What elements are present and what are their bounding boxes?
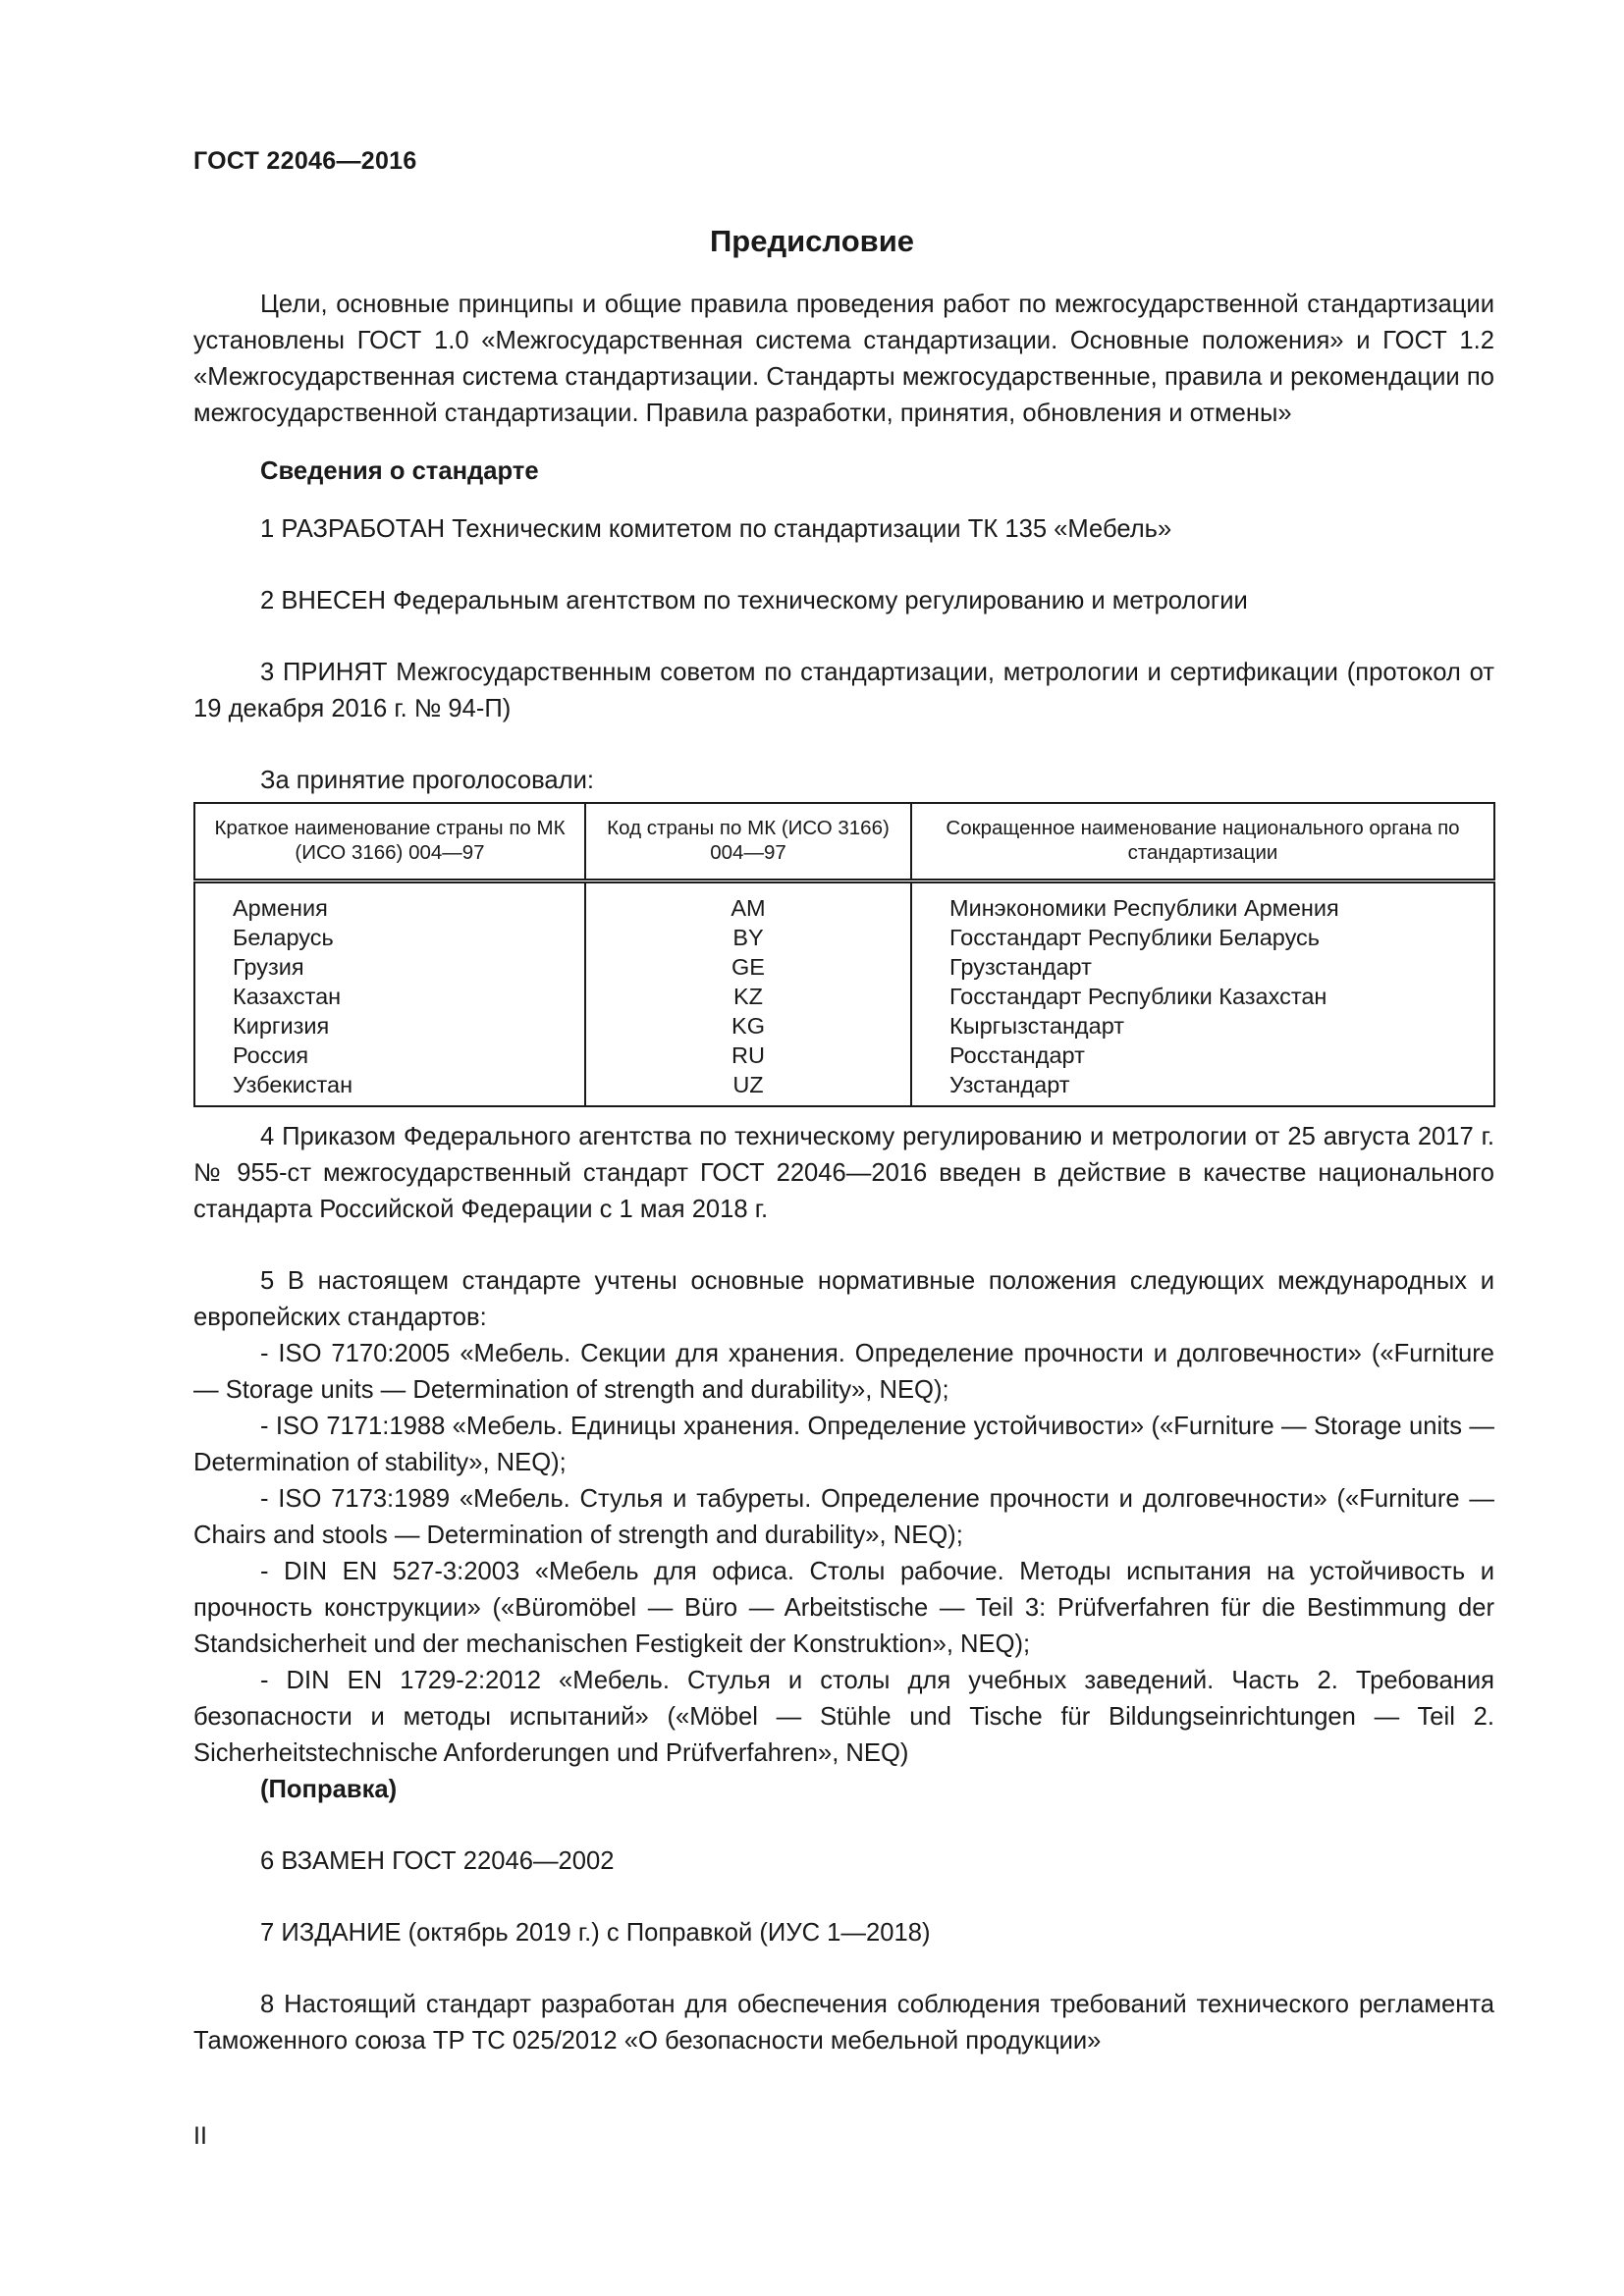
country-cell: Узбекистан — [194, 1070, 585, 1106]
standard-ref-1: - ISO 7170:2005 «Мебель. Секции для хранения. Определение прочности и долговечности» («Furniture — Storage units — Determination of strength and durability», NEQ); — [193, 1340, 1494, 1404]
body-cell: Госстандарт Республики Казахстан — [911, 982, 1494, 1011]
country-cell: Беларусь — [194, 923, 585, 952]
page-number: II — [193, 2122, 207, 2150]
body-cell: Узстандарт — [911, 1070, 1494, 1106]
item-8: 8 Настоящий стандарт разработан для обеспечения соблюдения требований технического регламента Таможенного союза ТР ТС 025/2012 «О безопасности мебельной продукции» — [193, 1991, 1494, 2055]
code-cell: GE — [585, 952, 911, 982]
table-row — [194, 952, 1494, 982]
code-cell: BY — [585, 923, 911, 952]
amendment-note: (Поправка) — [260, 1776, 398, 1803]
table-row — [194, 923, 1494, 952]
table-header-country: Краткое наименование страны по МК (ИСО 3166) 004—97 — [194, 803, 585, 881]
table-header-row — [194, 803, 1494, 881]
table-row — [194, 1041, 1494, 1070]
country-cell: Армения — [194, 881, 585, 924]
info-heading: Сведения о стандарте — [260, 457, 539, 485]
body-cell: Росстандарт — [911, 1041, 1494, 1070]
table-row — [194, 1070, 1494, 1106]
code-cell: KZ — [585, 982, 911, 1011]
body-cell: Минэкономики Республики Армения — [911, 881, 1494, 924]
item-6: 6 ВЗАМЕН ГОСТ 22046—2002 — [260, 1847, 615, 1875]
voting-table — [193, 802, 1495, 1107]
code-cell: UZ — [585, 1070, 911, 1106]
body-cell: Кыргызстандарт — [911, 1011, 1494, 1041]
item-7: 7 ИЗДАНИЕ (октябрь 2019 г.) с Поправкой (ИУС 1—2018) — [260, 1919, 931, 1947]
item-5: 5 В настоящем стандарте учтены основные нормативные положения следующих международных и европейских стандартов: — [193, 1267, 1494, 1331]
item-4: 4 Приказом Федерального агентства по техническому регулированию и метрологии от 25 августа 2017 г. № 955-ст межгосударственный стандарт ГОСТ 22046—2016 введен в действие в качестве национального стандарта Российской Федерации с 1 мая 2018 г. — [193, 1123, 1494, 1223]
table-header-body: Сокращенное наименование национального органа по стандартизации — [911, 803, 1494, 881]
country-cell: Грузия — [194, 952, 585, 982]
standard-ref-3: - ISO 7173:1989 «Мебель. Стулья и табуреты. Определение прочности и долговечности» («Furniture — Chairs and stools — Determination of strength and durability», NEQ); — [193, 1485, 1494, 1549]
item-2: 2 ВНЕСЕН Федеральным агентством по техническому регулированию и метрологии — [260, 587, 1248, 614]
table-row — [194, 881, 1494, 924]
preface-body — [193, 287, 1494, 799]
code-cell: AM — [585, 881, 911, 924]
table-header-code: Код страны по МК (ИСО 3166) 004—97 — [585, 803, 911, 881]
document-header: ГОСТ 22046—2016 — [193, 147, 417, 175]
standard-ref-5: - DIN EN 1729-2:2012 «Мебель. Стулья и столы для учебных заведений. Часть 2. Требования безопасности и методы испытаний» («Möbel — Stühle und Tische für Bildungseinrichtungen — Teil 2. Sicherheitstechnische Anforderungen und Prüfverfahren», NEQ) — [193, 1667, 1494, 1767]
voted-label: За принятие проголосовали: — [260, 767, 594, 794]
country-cell: Киргизия — [194, 1011, 585, 1041]
item-1: 1 РАЗРАБОТАН Техническим комитетом по стандартизации ТК 135 «Мебель» — [260, 515, 1172, 543]
country-cell: Казахстан — [194, 982, 585, 1011]
item-3: 3 ПРИНЯТ Межгосударственным советом по стандартизации, метрологии и сертификации (протокол от 19 декабря 2016 г. № 94-П) — [193, 659, 1494, 722]
code-cell: RU — [585, 1041, 911, 1070]
intro-paragraph: Цели, основные принципы и общие правила проведения работ по межгосударственной стандартизации установлены ГОСТ 1.0 «Межгосударственная система стандартизации. Основные положения» и ГОСТ 1.2 «Межгосударственная система стандартизации. Стандарты межгосударственные, правила и рекомендации по межгосударственной стандартизации. Правила разработки, принятия, обновления и отмены» — [193, 291, 1494, 427]
code-cell: KG — [585, 1011, 911, 1041]
table-row — [194, 1011, 1494, 1041]
body-cell: Грузстандарт — [911, 952, 1494, 982]
country-cell: Россия — [194, 1041, 585, 1070]
standard-ref-2: - ISO 7171:1988 «Мебель. Единицы хранения. Определение устойчивости» («Furniture — Storage units — Determination of stability», NEQ); — [193, 1413, 1494, 1476]
standard-ref-4: - DIN EN 527-3:2003 «Мебель для офиса. Столы рабочие. Методы испытания на устойчивость и прочность конструкции» («Büromöbel — Büro — Arbeitstische — Teil 3: Prüfverfahren für die Bestimmung der Standsicherheit und der mechanischen Festigkeit der Konstruktion», NEQ); — [193, 1558, 1494, 1658]
preface-body-continued — [193, 1119, 1494, 2059]
page-title: Предисловие — [709, 224, 914, 258]
body-cell: Госстандарт Республики Беларусь — [911, 923, 1494, 952]
table-row — [194, 982, 1494, 1011]
